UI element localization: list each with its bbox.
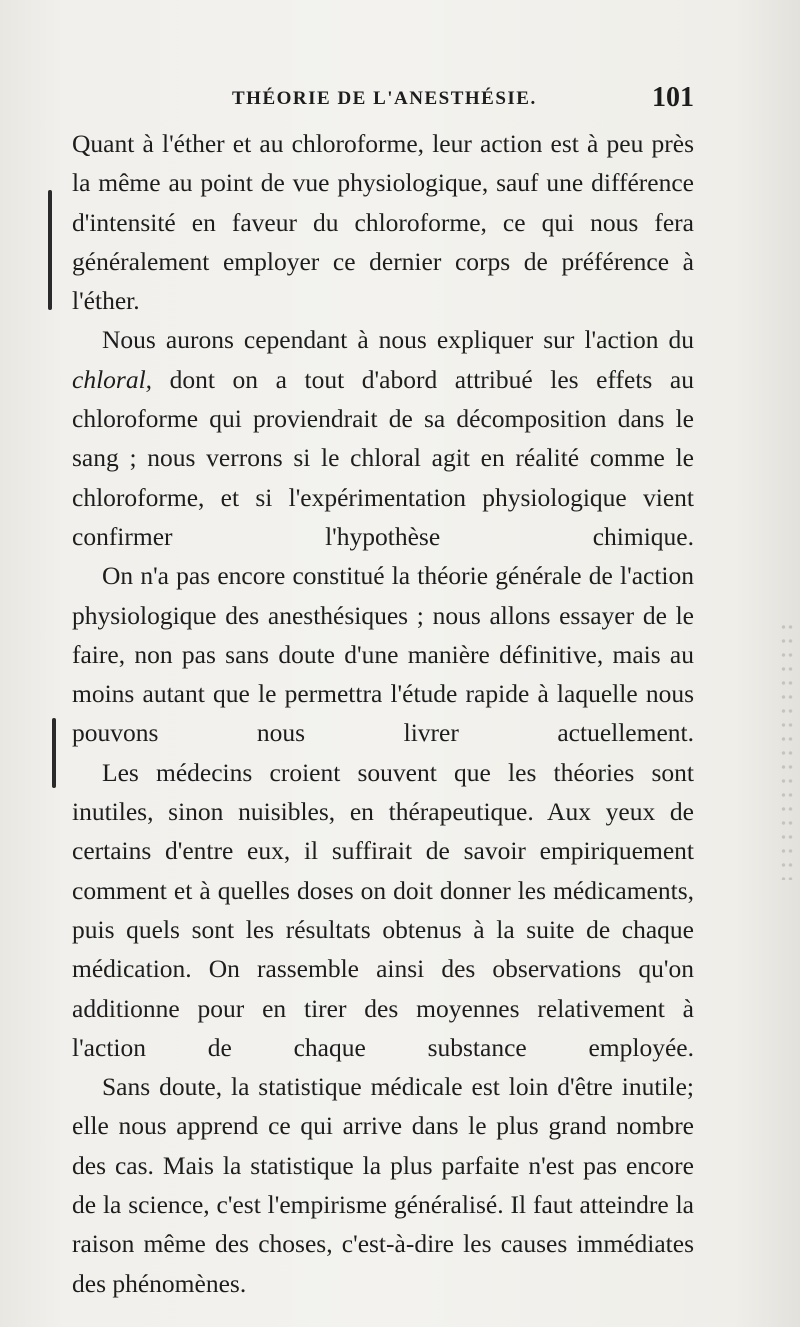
page-body: [72, 124, 694, 1303]
margin-pencil-mark: [52, 718, 56, 788]
paragraph-1: Quant à l'éther et au chloroforme, leur action est à peu près la même au point de vue physiologique, sauf une différence d'intensité en faveur du chloroforme, ce qui nous fera généralement employer ce dernier corps de préférence à l'éther.: [72, 129, 694, 316]
italic-term: chloral,: [72, 364, 153, 394]
page-number: 101: [652, 82, 694, 113]
paragraph-3: On n'a pas encore constitué la théorie générale de l'action physiologique des anesthésiques ; nous allons essayer de le faire, non pas sans doute d'une manière définitive, mais au moins autant que le permettra l'étude rapide à laquelle nous pouvons nous livrer actuellement.: [72, 561, 694, 748]
paragraph-2: Nous aurons cependant à nous expliquer sur l'action du chloral, dont on a tout d'abord attribué les effets au chloroforme qui proviendrait de sa décomposition dans le sang ; nous verrons si le chloral agit en réalité comme le chloroforme, et si l'expérimentation physiologique vient confirmer l'hypothèse chimique.: [72, 325, 694, 551]
running-title: THÉORIE DE L'ANESTHÉSIE.: [232, 88, 537, 109]
paragraph-4: Les médecins croient souvent que les théories sont inutiles, sinon nuisibles, en thérapeutique. Aux yeux de certains d'entre eux, il suffirait de savoir empiriquement comment et à quelles doses on doit donner les médicaments, puis quels sont les résultats obtenus à la suite de chaque médication. On rassemble ainsi des observations qu'on additionne pour en tirer des moyennes relativement à l'action de chaque substance employée.: [72, 757, 694, 1062]
margin-pencil-mark: [48, 190, 52, 310]
page-edge-texture: [780, 620, 794, 880]
paragraph-5: Sans doute, la statistique médicale est loin d'être inutile; elle nous apprend ce qui arrive dans le plus grand nombre des cas. Mais la statistique la plus parfaite n'est pas encore de la science, c'est l'empirisme généralisé. Il faut atteindre la raison même des choses, c'est-à-dire les causes immédiates des phénomènes.: [72, 1072, 694, 1298]
page-header: [72, 82, 694, 122]
